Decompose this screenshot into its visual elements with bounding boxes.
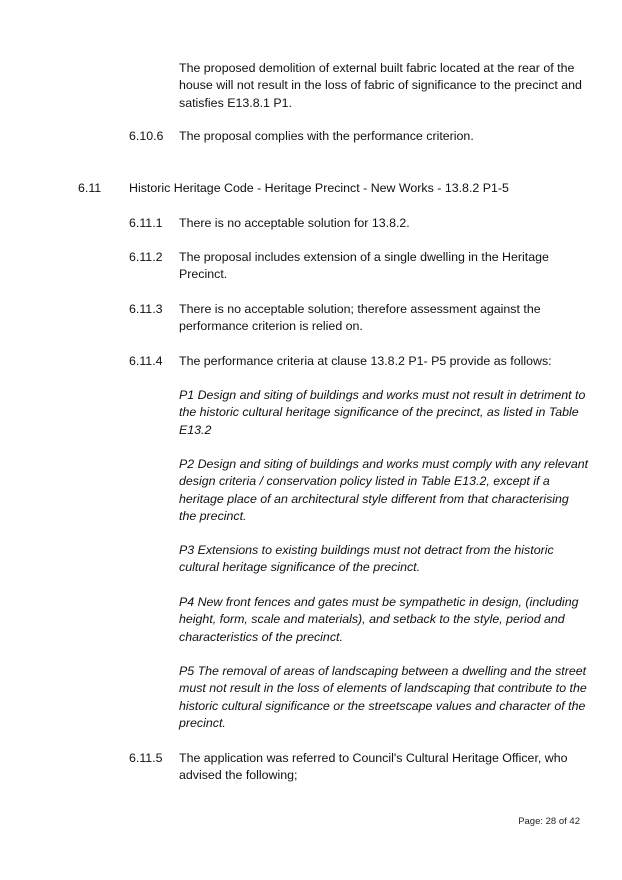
criterion-p2: P2 Design and siting of buildings and works must comply with any relevant design criteria / conservation policy listed in Table E13.2, except if a heritage place of an architectural style different from that characterising the precinct. [179, 457, 589, 524]
section-title: Historic Heritage Code - Heritage Precinct - New Works - 13.8.2 P1-5 [129, 181, 509, 195]
section-number: 6.11 [78, 181, 102, 195]
criterion-p1: P1 Design and siting of buildings and works must not result in detriment to the historic cultural heritage significance of the precinct, as listed in Table E13.2 [179, 388, 586, 437]
item-number: 6.11.2 [129, 250, 163, 264]
item-number: 6.11.4 [129, 354, 163, 368]
item-number: 6.11.3 [129, 302, 163, 316]
item-text: The proposal includes extension of a single dwelling in the Heritage Precinct. [179, 250, 549, 282]
criterion-p4: P4 New front fences and gates must be sympathetic in design, (including height, form, scale and materials), and setback to the style, period and characteristics of the precinct. [179, 595, 579, 644]
page-number: Page: 28 of 42 [518, 816, 580, 827]
item-text: The proposal complies with the performance criterion. [179, 129, 474, 143]
item-text: There is no acceptable solution; therefore assessment against the performance criterion is relied on. [179, 302, 541, 334]
item-text: There is no acceptable solution for 13.8.2. [179, 216, 410, 230]
item-number: 6.11.5 [129, 751, 163, 765]
intro-paragraph: The proposed demolition of external built fabric located at the rear of the house will not result in the loss of fabric of significance to the precinct and satisfies E13.8.1 P1. [179, 61, 582, 110]
item-text: The performance criteria at clause 13.8.2 P1- P5 provide as follows: [179, 354, 552, 368]
item-number: 6.10.6 [129, 129, 164, 143]
criterion-p3: P3 Extensions to existing buildings must not detract from the historic cultural heritage significance of the precinct. [179, 543, 554, 575]
item-text: The application was referred to Council's Cultural Heritage Officer, who advised the following; [179, 751, 568, 783]
item-number: 6.11.1 [129, 216, 163, 230]
criterion-p5: P5 The removal of areas of landscaping between a dwelling and the street must not result in the loss of elements of landscaping that contribute to the historic cultural significance or the streetscape values and character of the precinct. [179, 664, 587, 731]
